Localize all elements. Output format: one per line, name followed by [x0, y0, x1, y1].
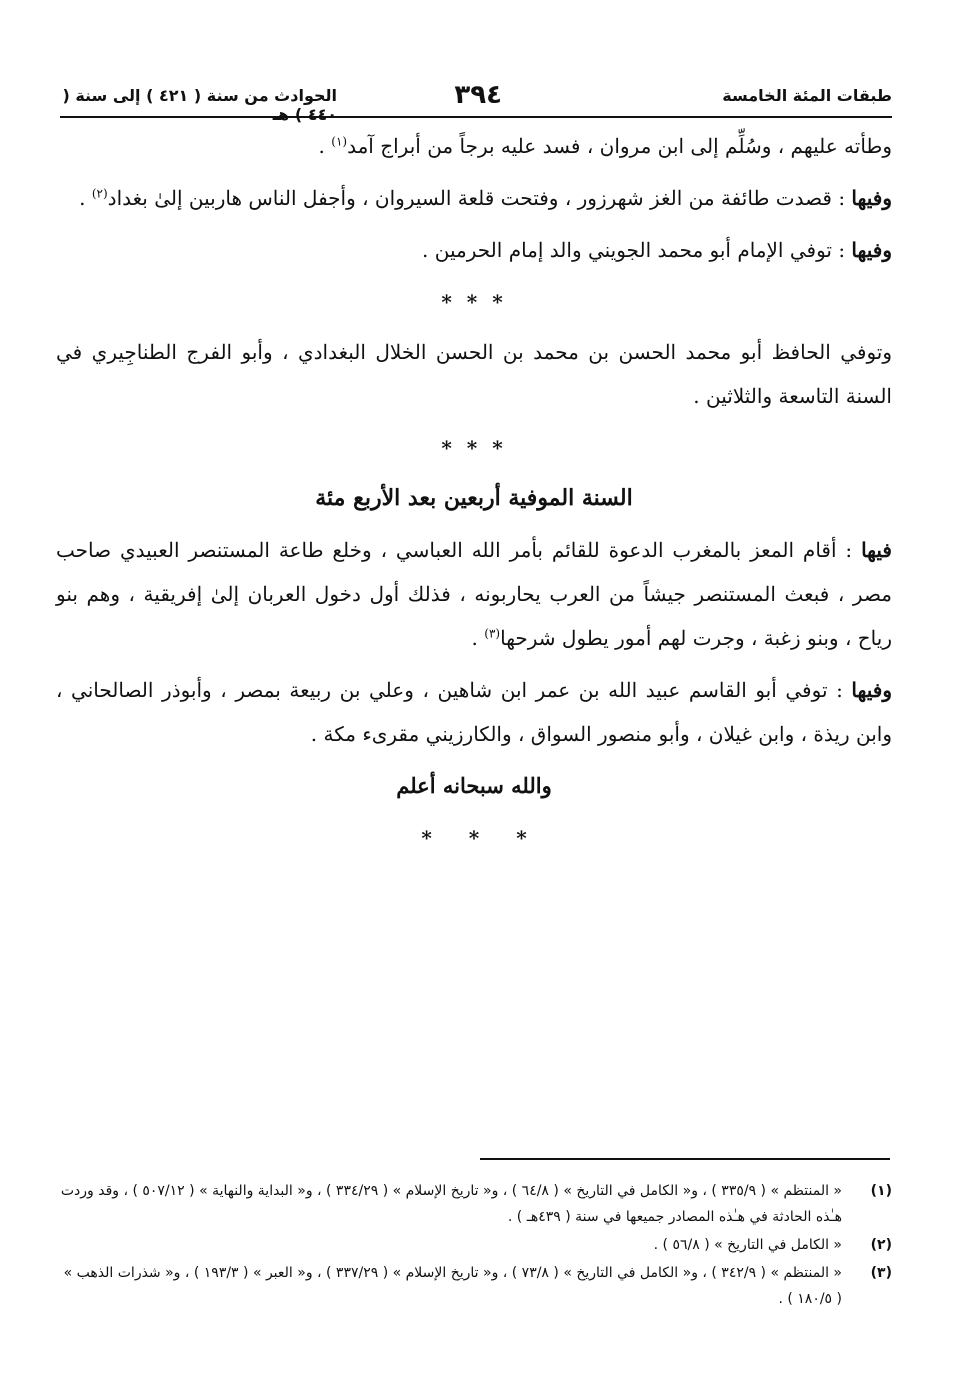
footnotes: [56, 1178, 892, 1314]
section-separator: * * *: [441, 436, 507, 460]
section-heading: السنة الموفية أربعين بعد الأربع مئة: [315, 485, 633, 511]
footnote-item: [56, 1232, 892, 1258]
paragraph-5: فيها : أقام المعز بالمغرب الدعوة للقائم بأمر الله العباسي ، وخلع طاعة المستنصر العبيدي صاحب مصر ، فبعث المستنصر جيشاً من العرب يحاربونه ، فذلك أول دخول العربان إلىٰ إفريقية ، وهم بنو رياح ، وبنو زغبة ، وجرت لهم أمور يطول شرحها$^{(٣)}$ .: [56, 538, 892, 650]
footnote-text: « المنتظم » ( ٣٤٢/٩ ) ، و« الكامل في التاريخ » ( ٧٣/٨ ) ، و« تاريخ الإسلام » ( ٣٣٧/٢٩ ) ، و« العبر » ( ١٩٣/٣ ) ، و« شذرات الذهب » ( ١٨٠/٥ ) .: [63, 1265, 842, 1307]
paragraph-2: وفيها : قصدت طائفة من الغز شهرزور ، وفتحت قلعة السيروان ، وأجفل الناس هاربين إلىٰ بغداد$^{(٢)}$ .: [79, 186, 892, 210]
paragraph-3: وفيها : توفي الإمام أبو محمد الجويني والد إمام الحرمين .: [422, 238, 892, 262]
footnote-divider: [480, 1158, 890, 1160]
closing-phrase: والله سبحانه أعلم: [396, 773, 552, 798]
footnote-text: « الكامل في التاريخ » ( ٥٦/٨ ) .: [653, 1237, 842, 1253]
footnote-number: (٣): [870, 1265, 892, 1281]
end-separator: * * *: [421, 826, 527, 850]
footnote-ref-3[interactable]: (٣): [484, 626, 501, 641]
footnote-item: [56, 1260, 892, 1312]
page-header: [60, 80, 892, 124]
page-number: ٣٩٤: [454, 80, 502, 110]
paragraph-1: وطأته عليهم ، وسُلِّم إلى ابن مروان ، فسد عليه برجاً من أبراج آمد$^{(١)}$ .: [318, 134, 892, 158]
header-book-title: طبقات المئة الخامسة: [722, 86, 892, 105]
header-divider: [60, 116, 892, 118]
paragraph-lead: وفيها: [851, 678, 892, 702]
paragraph-4: وتوفي الحافظ أبو محمد الحسن بن محمد بن الحسن الخلال البغدادي ، وأبو الفرج الطناجِيري في السنة التاسعة والثلاثين .: [56, 340, 892, 408]
section-separator: * * *: [441, 290, 507, 314]
paragraph-6: وفيها : توفي أبو القاسم عبيد الله بن عمر ابن شاهين ، وعلي بن ربيعة بمصر ، وأبوذر الصالحاني ، وابن ريذة ، وابن غيلان ، وأبو منصور السواق ، والكارزيني مقرىء مكة .: [56, 678, 892, 746]
header-section-title: الحوادث من سنة ( ٤٢١ ) إلى سنة ( ٤٤٠ ) هـ: [62, 86, 337, 124]
paragraph-lead: فيها: [861, 538, 892, 562]
footnote-ref-1[interactable]: (١): [331, 134, 348, 149]
footnote-text: « المنتظم » ( ٣٣٥/٩ ) ، و« الكامل في التاريخ » ( ٦٤/٨ ) ، و« تاريخ الإسلام » ( ٣٣٤/٢٩ ) ، و« البداية والنهاية » ( ٥٠٧/١٢ ) ، وقد وردت هـٰذه الحادثة في هـٰذه المصادر جميعها في سنة ( ٤٣٩هـ ) .: [60, 1183, 842, 1225]
footnote-item: [56, 1178, 892, 1230]
footnote-ref-2[interactable]: (٢): [91, 186, 108, 201]
footnote-number: (١): [870, 1183, 892, 1199]
footnote-number: (٢): [870, 1237, 892, 1253]
paragraph-lead: وفيها: [851, 238, 892, 262]
main-text: [56, 124, 892, 860]
paragraph-lead: وفيها: [851, 186, 892, 210]
